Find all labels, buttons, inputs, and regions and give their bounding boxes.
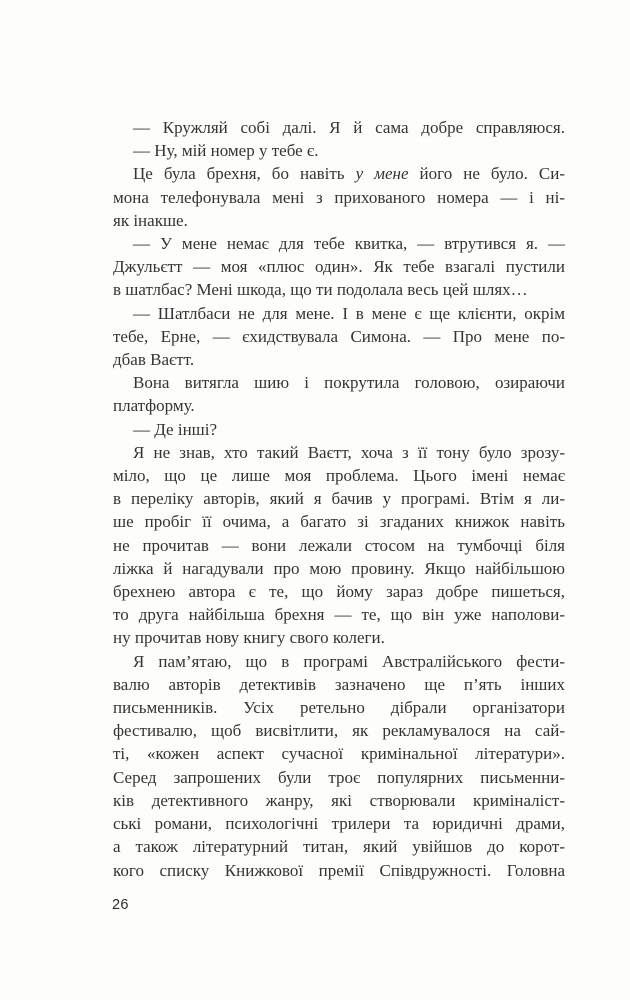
text-line <box>113 580 565 603</box>
text-segment: фестивалю, щоб висвітлити, як рекламувалося на сай- <box>113 721 565 741</box>
text-line <box>113 302 565 325</box>
text-line <box>113 534 565 557</box>
text-segment: міло, що це лише моя проблема. Цього імені немає <box>113 466 565 486</box>
text-segment: а також літературний титан, який увійшов до корот- <box>113 837 565 857</box>
text-line <box>113 835 565 858</box>
text-segment: письменників. Усіх ретельно дібрали організатори <box>113 698 565 718</box>
text-line <box>113 348 565 371</box>
text-line <box>113 162 565 185</box>
page-number: 26 <box>112 897 129 913</box>
text-segment: не прочитав — вони лежали стосом на тумбочці біля <box>113 535 565 555</box>
text-line <box>113 464 565 487</box>
text-line <box>113 650 565 673</box>
text-segment: Джульєтт — моя «плюс один». Як тебе взагалі пустили <box>113 257 565 277</box>
text-segment: як інакше. <box>113 210 188 230</box>
text-segment: — Кружляй собі далі. Я й сама добре справляюся. <box>133 118 565 137</box>
text-segment: Це була брехня, бо навіть <box>133 164 356 184</box>
text-line <box>113 116 565 139</box>
text-segment: Я не знав, хто такий Ваєтт, хоча з її тону було зрозу- <box>133 442 565 462</box>
text-segment: ну прочитав нову книгу свого колеги. <box>113 628 385 648</box>
text-line <box>113 209 565 232</box>
text-segment: Вона витягла шию і покрутила головою, озираючи <box>133 373 565 393</box>
text-line <box>113 186 565 209</box>
text-segment: ків детективного жанру, які створювали криміналіст- <box>113 790 565 810</box>
text-segment: в переліку авторів, який я бачив у програмі. Втім я ли- <box>113 489 565 509</box>
text-line <box>113 418 565 441</box>
text-line <box>113 255 565 278</box>
text-segment: валю авторів детективів зазначено ще п’ять інших <box>113 674 565 694</box>
text-segment: тебе, Ерне, — єхидствувала Симона. — Про мене по- <box>113 326 565 346</box>
text-line <box>113 742 565 765</box>
text-segment: брехнею автора є те, що йому зараз добре пишеться, <box>113 582 565 602</box>
text-line <box>113 325 565 348</box>
page-text <box>113 116 565 882</box>
text-segment: ше пробіг її очима, а багато зі згаданих книжок навіть <box>113 512 565 532</box>
text-segment: — Шатлбаси не для мене. І в мене є ще клієнти, окрім <box>133 303 565 323</box>
text-line <box>113 603 565 626</box>
text-line <box>113 487 565 510</box>
text-line <box>113 232 565 255</box>
text-line <box>113 812 565 835</box>
text-segment: Я пам’ятаю, що в програмі Австралійського фести- <box>133 651 565 671</box>
text-segment: — Де інші? <box>133 419 218 439</box>
text-line <box>113 719 565 742</box>
text-line <box>113 789 565 812</box>
text-line <box>113 766 565 789</box>
text-segment: дбав Ваєтт. <box>113 350 195 370</box>
text-line <box>113 696 565 719</box>
text-segment: Серед запрошених були троє популярних письменни- <box>113 767 565 787</box>
text-segment-italic: у мене <box>355 164 409 184</box>
text-line <box>113 673 565 696</box>
text-segment: платформу. <box>113 396 195 416</box>
text-line <box>113 441 565 464</box>
text-segment: то друга найбільша брехня — те, що він уже наполови- <box>113 605 565 625</box>
text-segment: — У мене немає для тебе квитка, — втрутився я. — <box>133 234 565 254</box>
text-segment: ті, «кожен аспект сучасної кримінальної літератури». <box>113 744 565 764</box>
text-segment: його не було. Си- <box>408 164 565 184</box>
text-line <box>113 557 565 580</box>
text-segment: в шатлбас? Мені шкода, що ти подолала весь цей шлях… <box>113 280 528 300</box>
text-line <box>113 394 565 417</box>
text-line <box>113 371 565 394</box>
text-segment: ліжка й нагадували про мою провину. Якщо найбільшою <box>113 558 565 578</box>
text-line <box>113 510 565 533</box>
text-line <box>113 626 565 649</box>
text-line <box>113 139 565 162</box>
text-segment: мона телефонувала мені з прихованого номера — і ні- <box>113 187 565 207</box>
text-line <box>113 278 565 301</box>
text-line <box>113 859 565 882</box>
text-segment: кого списку Книжкової премії Співдружності. Головна <box>113 860 565 880</box>
text-segment: ські романи, психологічні трилери та юридичні драми, <box>113 814 565 834</box>
text-segment: — Ну, мій номер у тебе є. <box>133 141 319 161</box>
